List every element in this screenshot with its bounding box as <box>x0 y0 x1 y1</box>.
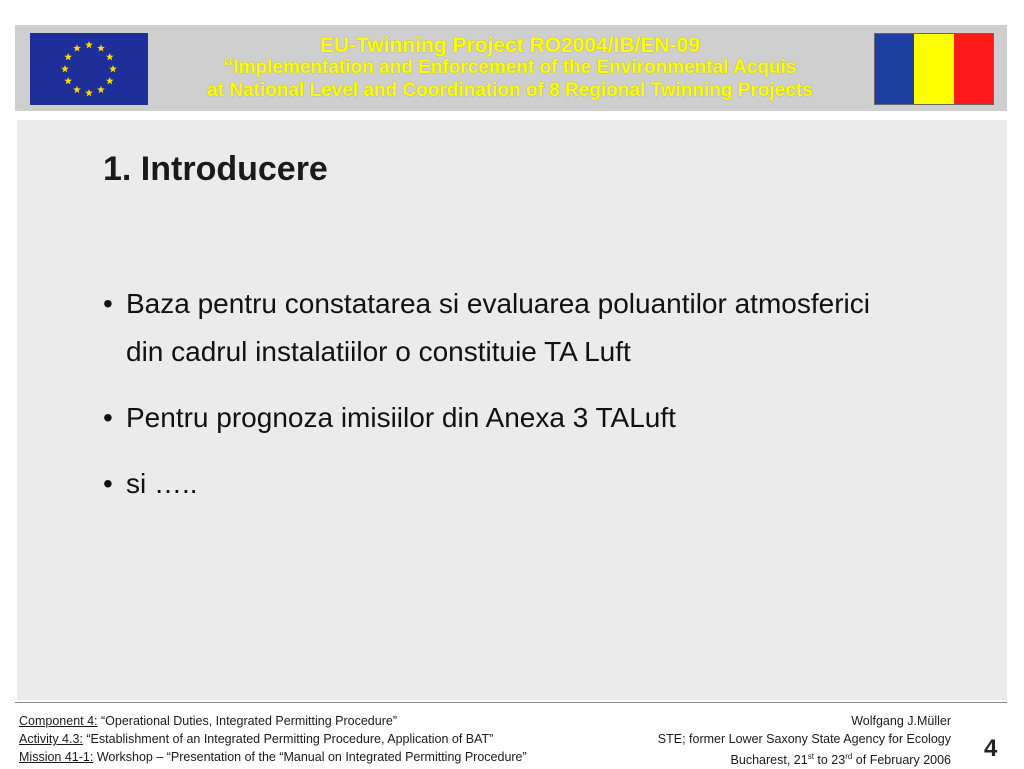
footer-label: Component 4: <box>19 714 98 728</box>
bullet-text: si ….. <box>126 468 198 499</box>
footer-text: “Establishment of an Integrated Permitting Procedure, Application of BAT” <box>82 732 494 746</box>
footer-author: Wolfgang J.Müller <box>851 714 951 728</box>
bullet-item <box>103 460 883 508</box>
date-sup: rd <box>845 752 853 761</box>
eu-star-icon <box>106 77 114 84</box>
flag-stripe-red <box>954 34 993 104</box>
bullet-item <box>103 394 883 442</box>
bullet-dot: • <box>103 288 113 319</box>
eu-star-icon <box>109 65 117 72</box>
footer-text: Workshop – “Presentation of the “Manual on Integrated Permitting Procedure” <box>93 750 527 764</box>
eu-flag-logo <box>30 33 148 105</box>
project-header <box>140 34 880 101</box>
open-quote: “ <box>223 53 234 86</box>
eu-star-icon <box>85 89 93 96</box>
date-mid: to 23 <box>813 753 846 768</box>
bullet-list <box>103 280 883 526</box>
bullet-text: Pentru prognoza imisiilor din Anexa 3 TALuft <box>126 402 676 433</box>
romania-flag-logo <box>874 33 994 105</box>
flag-stripe-yellow <box>914 34 953 104</box>
footer-right <box>531 712 951 769</box>
eu-star-icon <box>106 53 114 60</box>
eu-star-icon <box>64 53 72 60</box>
project-title-line <box>140 53 880 86</box>
bullet-text: Baza pentru constatarea si evaluarea poluantilor atmosferici din cadrul instalatiilor o constituie TA Luft <box>126 288 870 367</box>
flag-stripe-blue <box>875 34 914 104</box>
project-code: EU-Twinning Project RO2004/IB/EN-09 <box>319 34 701 57</box>
footer-text: “Operational Duties, Integrated Permitting Procedure” <box>97 714 397 728</box>
project-subtitle: at National Level and Coordination of 8 Regional Twinning Projects <box>207 80 813 101</box>
eu-star-icon <box>73 86 81 93</box>
footer-label: Activity 4.3: <box>19 732 83 746</box>
footer-mission-line <box>19 748 619 766</box>
bullet-item <box>103 280 883 376</box>
project-title: Implementation and Enforcement of the Environmental Acquis <box>233 57 797 78</box>
slide-number: 4 <box>984 735 998 762</box>
footer-affiliation: STE; former Lower Saxony State Agency for Ecology <box>657 732 951 746</box>
date-suffix: of February 2006 <box>852 753 951 768</box>
eu-star-icon <box>73 44 81 51</box>
bullet-dot: • <box>103 468 113 499</box>
date-sup: st <box>807 752 814 761</box>
eu-star-icon <box>61 65 69 72</box>
footer-component-line <box>19 712 619 730</box>
eu-star-icon <box>97 44 105 51</box>
footer-date <box>531 748 951 769</box>
eu-star-icon <box>64 77 72 84</box>
footer-label: Mission 41-1: <box>19 750 94 764</box>
eu-stars-icon <box>30 33 148 105</box>
footer-activity-line <box>19 730 619 748</box>
footer-left <box>19 712 619 766</box>
footer-divider <box>15 702 1007 703</box>
eu-star-icon <box>97 86 105 93</box>
eu-star-icon <box>85 41 93 48</box>
bullet-dot: • <box>103 402 113 433</box>
date-prefix: Bucharest, 21 <box>730 753 808 768</box>
slide-title: 1. Introducere <box>103 150 328 188</box>
